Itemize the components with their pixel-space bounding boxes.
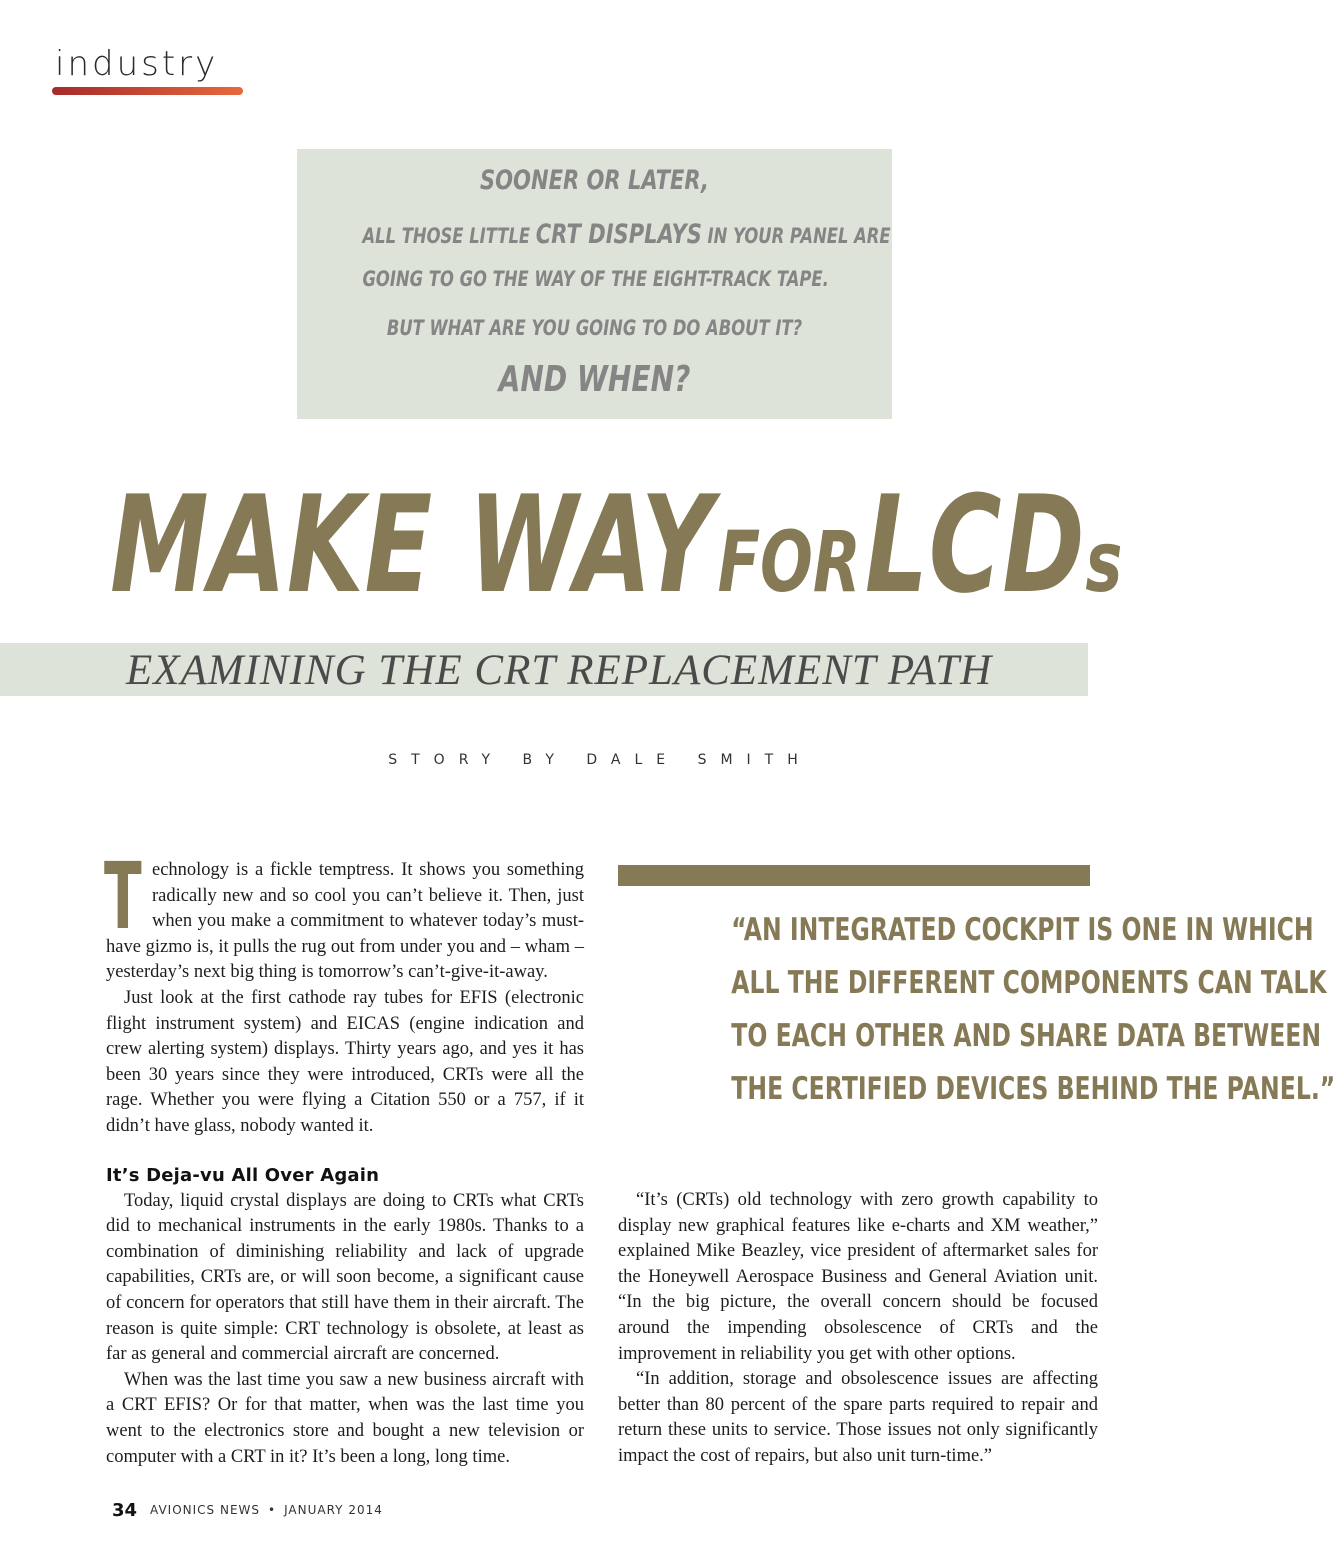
article-column-left-bottom	[106, 1163, 584, 1470]
deck-line-1: SOONER OR LATER,	[479, 165, 710, 196]
pullquote-line-4: THE CERTIFIED DEVICES BEHIND THE PANEL.”	[731, 1071, 1335, 1107]
deck-line-4: BUT WHAT ARE YOU GOING TO DO ABOUT IT?	[386, 316, 803, 340]
deck-line-2	[362, 219, 891, 250]
pullquote-line-1: “AN INTEGRATED COCKPIT IS ONE IN WHICH	[731, 912, 1314, 948]
article-paragraph-4: When was the last time you saw a new business aircraft with a CRT EFIS? Or for that matter, when was the last time you went to the electronics store and bought a new television or computer with a CRT in it? It’s been a long, long time.	[106, 1369, 584, 1467]
pullquote-line-2: ALL THE DIFFERENT COMPONENTS CAN TALK	[731, 965, 1327, 1001]
section-label: industry	[55, 44, 219, 84]
deck-line-2-pre: ALL THOSE LITTLE	[362, 224, 536, 248]
article-subhead: It’s Deja-vu All Over Again	[106, 1165, 380, 1186]
byline: STORY BY DALE SMITH	[388, 752, 812, 768]
headline-part-2: FOR	[717, 513, 861, 611]
footer-bullet: •	[268, 1503, 277, 1517]
deck-box	[297, 149, 892, 419]
pullquote-rule	[618, 865, 1090, 886]
footer-date: JANUARY 2014	[284, 1503, 383, 1517]
article-paragraph-1	[104, 843, 584, 986]
deck-line-2-emphasis: CRT DISPLAYS	[535, 219, 702, 250]
article-paragraph-1-text: echnology is a fickle temptress. It shows you something radically new and so cool you can’t believe it. Then, just when you make a commitment to whatever today’s must-have gizmo is, it pulls the rug out from under you and – wham – yesterday’s next big thing is tomorrow’s can’t-give-it-away.	[106, 860, 584, 983]
article-paragraph-3: Today, liquid crystal displays are doing to CRTs what CRTs did to mechanical instruments in the early 1980s. Thanks to a combination of diminishing reliability and lack of upgrade capabilities, CRTs are, or will soon become, a significant cause of concern for operators that still have them in their aircraft. The reason is quite simple: CRT technology is obsolete, at least as far as general and commercial aircraft are concerned.	[106, 1190, 584, 1365]
footer-publication: AVIONICS NEWS	[150, 1503, 261, 1517]
drop-cap: T	[104, 843, 142, 950]
article-paragraph-6: “In addition, storage and obsolescence issues are affecting better than 80 percent of the spare parts required to repair and return these units to service. Those issues not only significantly impact the cost of repairs, but also unit turn-time.”	[618, 1369, 1098, 1466]
headline-part-1: MAKE WAY	[110, 467, 714, 623]
article-paragraph-2: Just look at the first cathode ray tubes for EFIS (electronic flight instrument system) and EICAS (engine indication and crew alerting system) displays. Thirty years ago, and yes it has been 30 years since they were introduced, CRTs were all the rage. Whether you were flying a Citation 550 or a 757, if it didn’t have glass, nobody wanted it.	[106, 987, 584, 1136]
pullquote-line-3: TO EACH OTHER AND SHARE DATA BETWEEN	[731, 1018, 1322, 1054]
deck-line-5: AND WHEN?	[498, 359, 691, 400]
headline	[110, 467, 1123, 623]
headline-part-4: s	[1085, 513, 1123, 611]
deck-line-3: GOING TO GO THE WAY OF THE EIGHT-TRACK TAPE.	[362, 267, 829, 291]
subheadline: EXAMINING THE CRT REPLACEMENT PATH	[126, 647, 993, 694]
deck-line-2-post: IN YOUR PANEL ARE	[701, 224, 891, 248]
article-column-right	[618, 1188, 1098, 1470]
headline-part-3: LCD	[864, 467, 1086, 623]
page-number: 34	[112, 1500, 138, 1521]
article-column-left-top	[104, 843, 584, 1140]
article-paragraph-5: “It’s (CRTs) old technology with zero growth capability to display new graphical features like e-charts and XM weather,” explained Mike Beazley, vice president of aftermarket sales for the Honeywell Aerospace Business and General Aviation unit. “In the big picture, the overall concern should be focused around the impending obsolescence of CRTs and the improvement in reliability you get with other options.	[618, 1190, 1098, 1364]
footer-running-line	[150, 1503, 383, 1517]
section-rule	[52, 87, 243, 95]
